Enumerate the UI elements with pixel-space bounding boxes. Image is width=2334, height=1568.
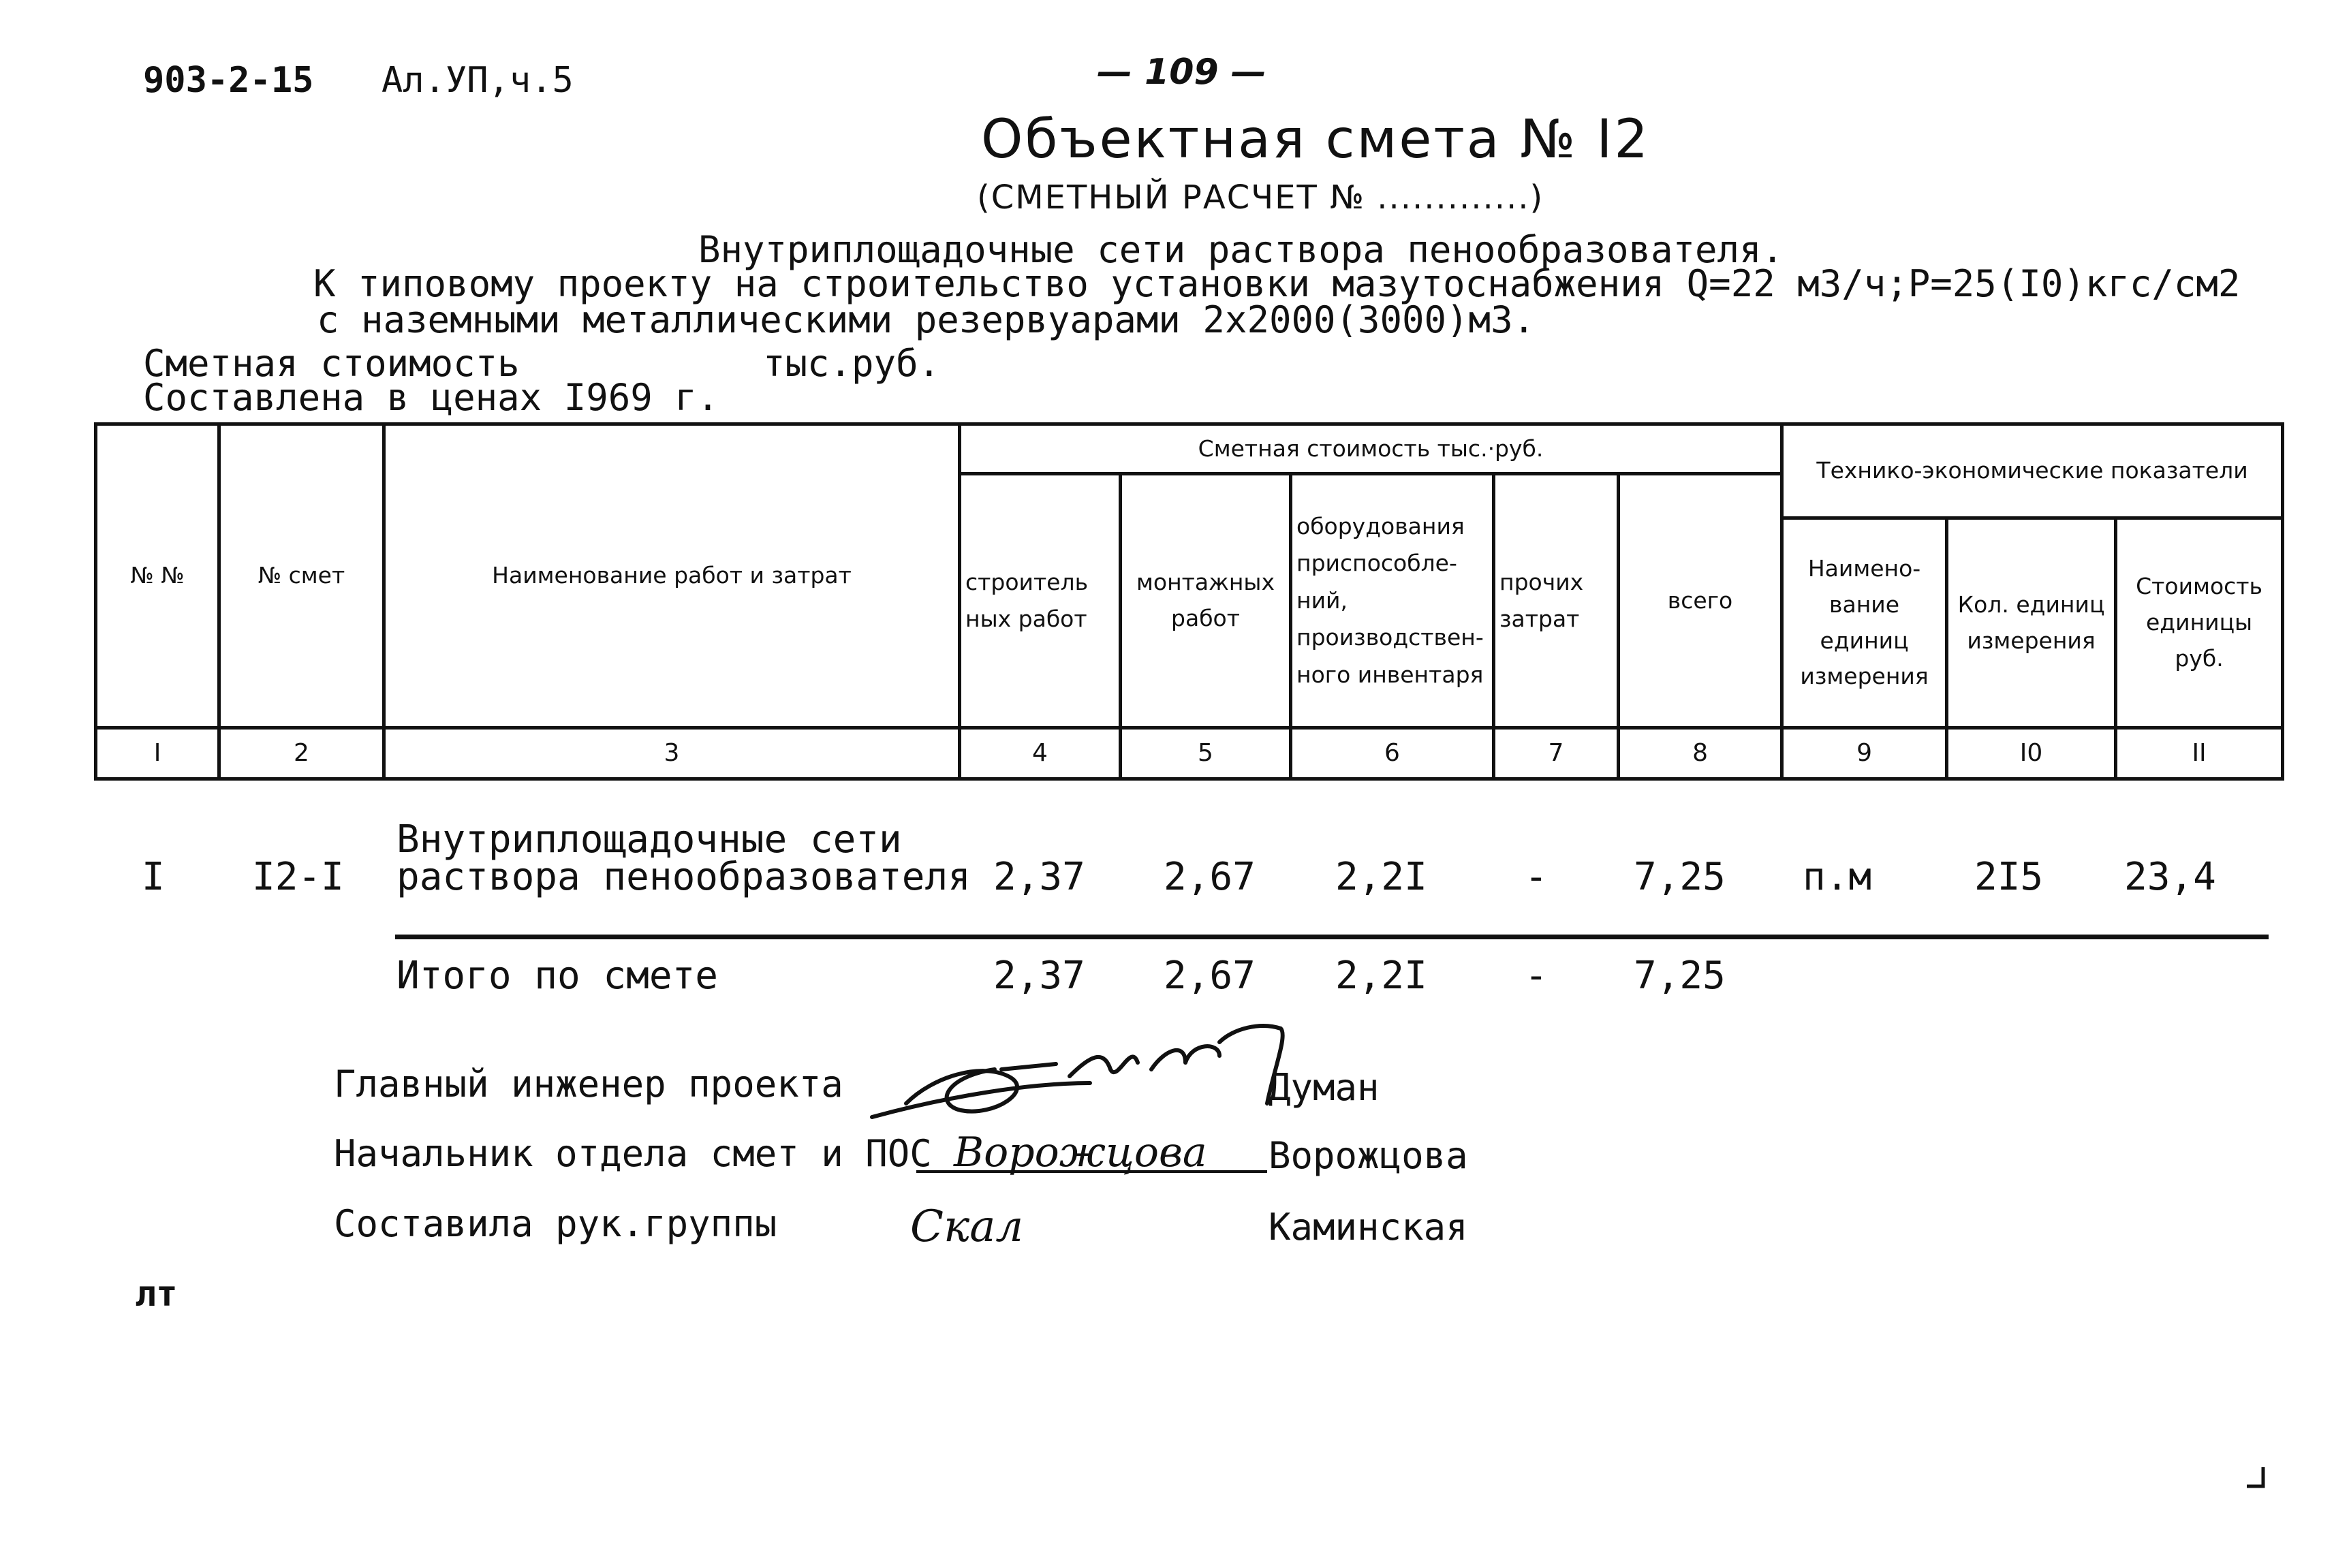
row-unit: п.м xyxy=(1803,855,1872,899)
totals-total: 7,25 xyxy=(1634,954,1726,998)
signature-name-group-lead: Каминская xyxy=(1269,1206,1468,1249)
col-header-other: прочих затрат xyxy=(1494,474,1619,728)
album-reference: Ал.УП,ч.5 xyxy=(382,60,574,101)
row-equip: 2,2I xyxy=(1335,855,1427,899)
col-number: 8 xyxy=(1619,728,1782,779)
col-number: 7 xyxy=(1494,728,1619,779)
totals-other: - xyxy=(1525,954,1548,998)
col-number: I0 xyxy=(1947,728,2116,779)
cost-unit: тыс.руб. xyxy=(763,342,941,385)
svg-text:Скал: Скал xyxy=(910,1202,1024,1252)
row-build: 2,37 xyxy=(993,855,1085,899)
description-line-3: с наземными металлическими резервуарами 2х2000(3000)м3. xyxy=(317,298,1536,341)
handwritten-signature-3 xyxy=(906,1178,1083,1267)
col-header-name: Наименование работ и затрат xyxy=(384,424,960,728)
description-line-1: Внутриплощадочные сети раствора пенообразователя. xyxy=(698,228,1784,271)
document-code: 903-2-15 xyxy=(143,60,314,101)
row-qty: 2I5 xyxy=(1974,855,2044,899)
col-number: 9 xyxy=(1782,728,1947,779)
signature-role-estimates-head: Начальник отдела смет и ПОС xyxy=(334,1132,932,1175)
row-no: I xyxy=(142,855,165,899)
col-header-build: строитель ных работ xyxy=(960,474,1121,728)
row-smeta: I2-I xyxy=(252,855,344,899)
col-header-unit-cost: Стоимость единицы руб. xyxy=(2116,518,2283,728)
row-name-line2: раствора пенообразователя xyxy=(396,855,971,899)
col-header-smeta: № смет xyxy=(219,424,384,728)
handwritten-signature-1 xyxy=(865,1001,1335,1138)
col-header-no: № № xyxy=(96,424,219,728)
divider xyxy=(395,935,2269,939)
col-number: 6 xyxy=(1291,728,1494,779)
col-header-mount: монтажных работ xyxy=(1121,474,1291,728)
row-total: 7,25 xyxy=(1634,855,1726,899)
col-number: 5 xyxy=(1121,728,1291,779)
signature-role-group-lead: Составила рук.группы xyxy=(334,1202,777,1245)
row-unit-cost: 23,4 xyxy=(2124,855,2216,899)
row-mount: 2,67 xyxy=(1164,855,1256,899)
col-header-equip: оборудования приспособле- ний, производствен- ного инвентаря xyxy=(1291,474,1494,728)
page-subtitle: (СМЕТНЫЙ РАСЧЕТ № .............) xyxy=(977,178,1544,217)
totals-label: Итого по смете xyxy=(396,954,719,998)
totals-build: 2,37 xyxy=(993,954,1085,998)
row-other: - xyxy=(1525,855,1548,899)
signature-name-estimates-head: Ворожцова xyxy=(1269,1134,1468,1177)
col-header-unit-qty: Кол. единиц измерения xyxy=(1947,518,2116,728)
col-number: II xyxy=(2116,728,2283,779)
page-title: Объектная смета № I2 xyxy=(981,109,1650,170)
col-number: 2 xyxy=(219,728,384,779)
corner-mark-icon xyxy=(2243,1464,2270,1492)
prices-label: Составлена в ценах I969 г. xyxy=(143,376,719,419)
page-number: — 109 — xyxy=(1097,52,1266,93)
row-name-line1: Внутриплощадочные сети xyxy=(396,817,902,862)
col-number: 4 xyxy=(960,728,1121,779)
col-header-unit-name: Наимено- вание единиц измерения xyxy=(1782,518,1947,728)
footer-mark: лт xyxy=(135,1274,178,1315)
group-header-cost: Сметная стоимость тыс.·руб. xyxy=(960,424,1782,474)
svg-text:Ворожцова: Ворожцова xyxy=(954,1129,1207,1176)
totals-equip: 2,2I xyxy=(1335,954,1427,998)
totals-mount: 2,67 xyxy=(1164,954,1256,998)
signature-role-chief-engineer: Главный инженер проекта xyxy=(334,1063,843,1106)
group-header-tech: Технико-экономические показатели xyxy=(1782,424,2283,518)
description-line-2: К типовому проекту на строительство установки мазутоснабжения Q=22 м3/ч;Р=25(I0)кгс/см2 xyxy=(313,262,2241,305)
col-number: 3 xyxy=(384,728,960,779)
col-number: I xyxy=(96,728,219,779)
cost-label: Сметная стоимость xyxy=(143,342,520,385)
signature-name-chief-engineer: Думан xyxy=(1269,1066,1380,1109)
estimate-table xyxy=(94,422,2284,781)
col-header-total: всего xyxy=(1619,474,1782,728)
